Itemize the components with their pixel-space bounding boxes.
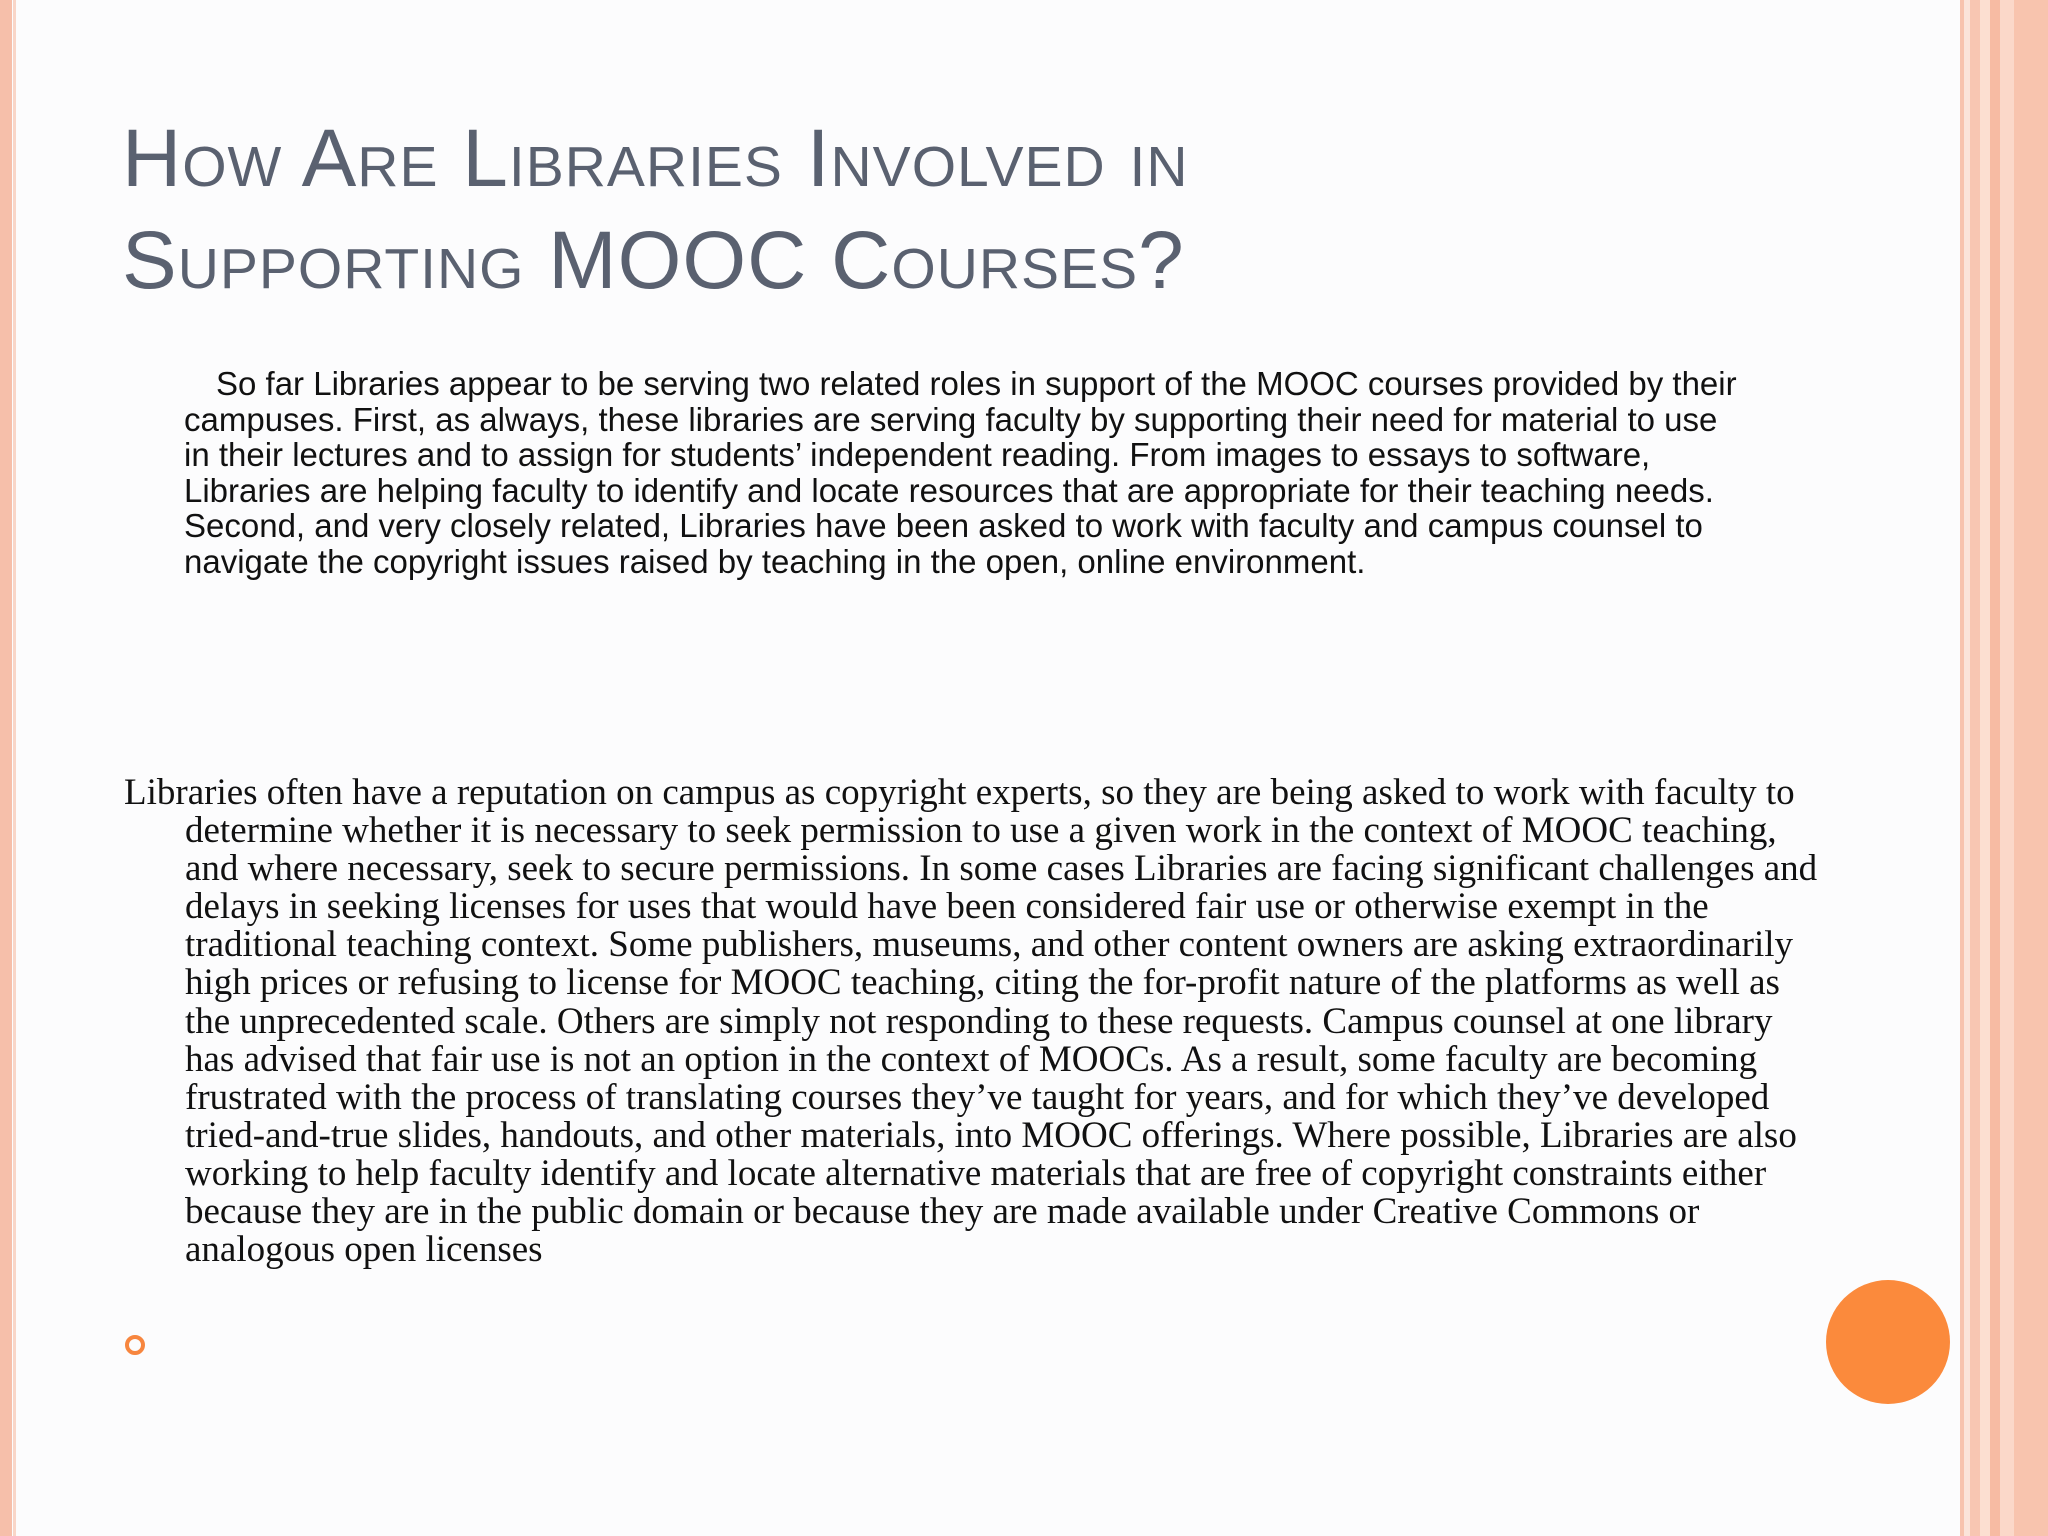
body-paragraph-roles: So far Libraries appear to be serving two related roles in support of the MOOC courses provided by their campuses. First, as always, these libraries are serving faculty by supporting their need for material to use in their lectures and to assign for students’ independent reading. From images to essays to software, Libraries are helping faculty to identify and locate resources that are appropriate for their teaching needs. Second, and very closely related, Libraries have been asked to work with faculty and campus counsel to navigate the copyright issues raised by teaching in the open, online environment.	[184, 365, 1737, 580]
left-border-stripe	[0, 0, 12, 1536]
slide-title-line-2: Supporting MOOC Courses?	[122, 215, 1185, 306]
left-border-stripe-inner	[13, 0, 16, 1536]
slide-title	[122, 108, 1682, 312]
slide-title-line-1: How Are Libraries Involved in	[122, 113, 1189, 204]
right-border-stripe	[2014, 0, 2048, 1536]
body-paragraph-copyright: Libraries often have a reputation on campus as copyright experts, so they are being asked to work with faculty to determine whether it is necessary to seek permission to use a given work in the context of MOOC teaching, and where necessary, seek to secure permissions. In some cases Libraries are facing significant challenges and delays in seeking licenses for uses that would have been considered fair use or otherwise exempt in the traditional teaching context. Some publishers, museums, and other content owners are asking extraordinarily high prices or refusing to license for MOOC teaching, citing the for-profit nature of the platforms as well as the unprecedented scale. Others are simply not responding to these requests. Campus counsel at one library has advised that fair use is not an option in the context of MOOCs. As a result, some faculty are becoming frustrated with the process of translating courses they’ve taught for years, and for which they’ve developed tried-and-true slides, handouts, and other materials, into MOOC offerings. Where possible, Libraries are also working to help faculty identify and locate alternative materials that are free of copyright constraints either because they are in the public domain or because they are made available under Creative Commons or analogous open licenses	[124, 772, 1818, 1271]
right-border-stripe	[1990, 0, 2000, 1536]
right-border-stripe	[1980, 0, 1990, 1536]
right-border-stripe	[2000, 0, 2014, 1536]
bullet-ring-icon	[125, 1335, 145, 1355]
right-border-stripe	[1970, 0, 1980, 1536]
accent-circle-icon	[1826, 1280, 1950, 1404]
